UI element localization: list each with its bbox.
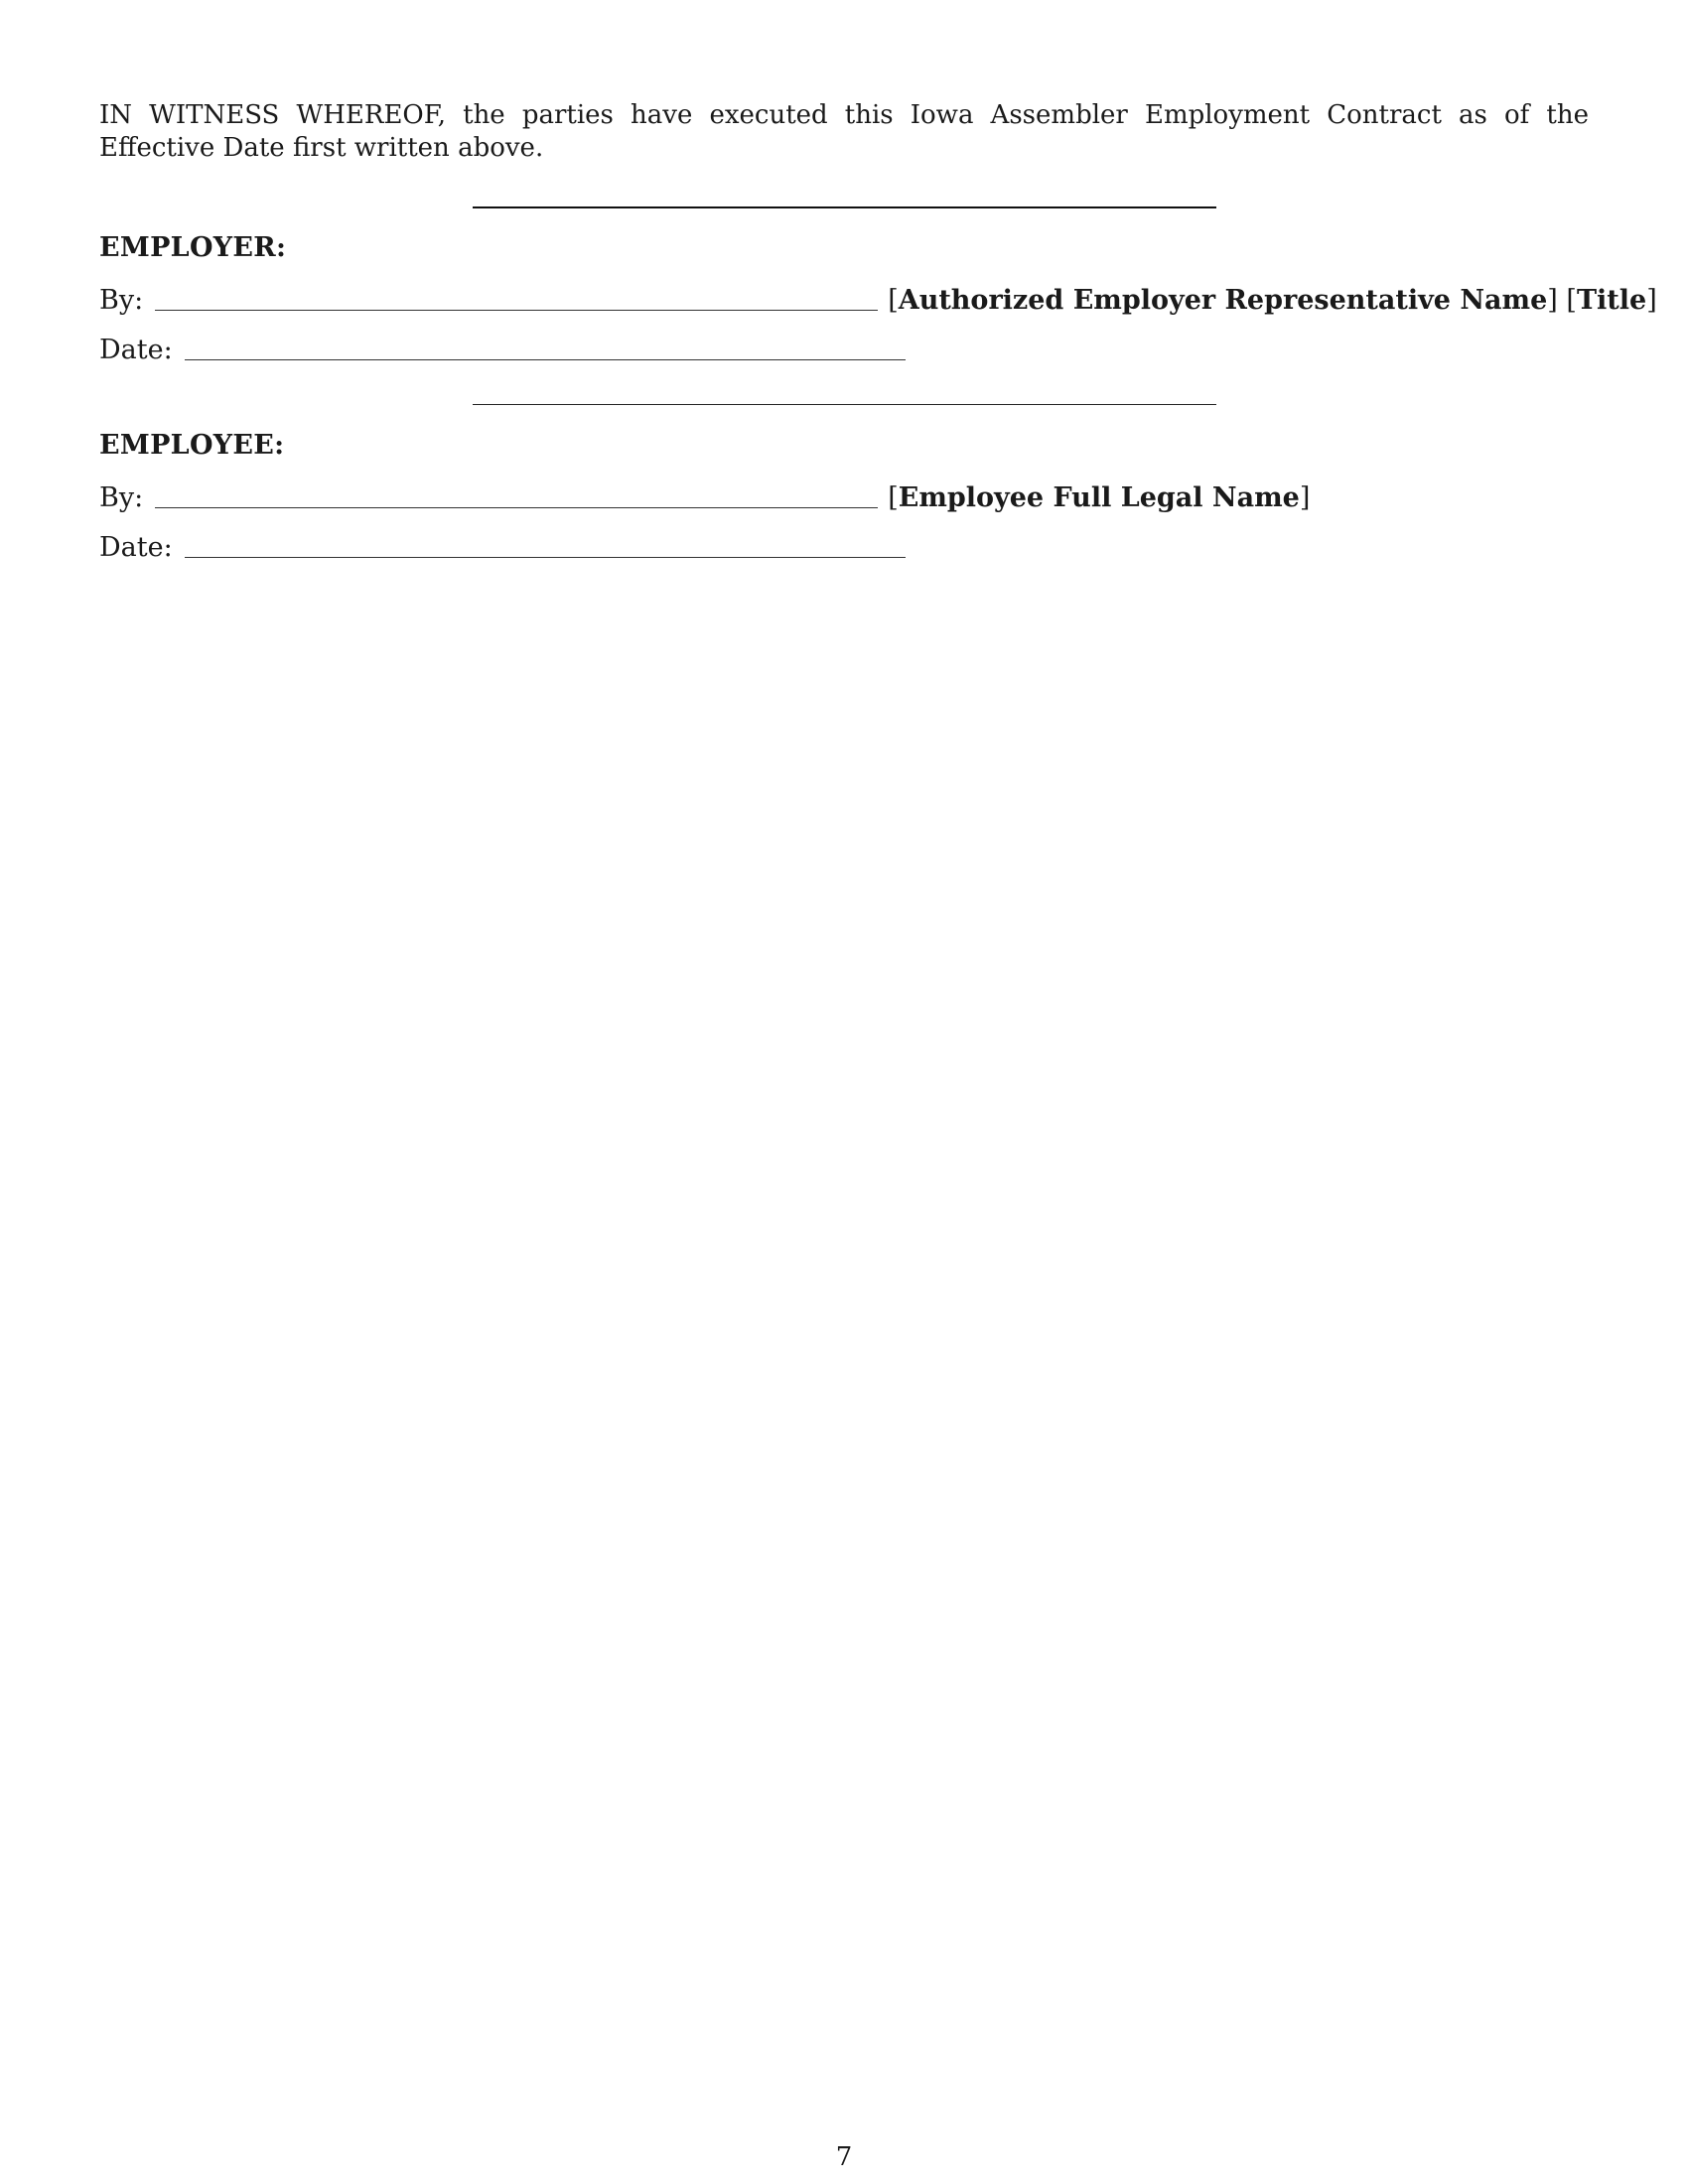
employee-signature-line[interactable] — [155, 507, 878, 508]
employee-name-block: [Employee Full Legal Name] — [888, 482, 1311, 513]
employee-date-row — [99, 527, 915, 563]
employer-date-label: Date: — [99, 335, 173, 365]
employer-heading: EMPLOYER: — [99, 232, 287, 263]
employer-signature-row — [99, 280, 1657, 316]
page-number: 7 — [835, 2142, 853, 2172]
witness-paragraph: IN WITNESS WHEREOF, the parties have executed this Iowa Assembler Employment Contract as of the Effective Date first written above. — [99, 100, 1589, 163]
employer-by-label: By: — [99, 285, 144, 316]
employer-separator-rule — [473, 206, 1216, 208]
employee-name-placeholder: Employee Full Legal Name — [898, 482, 1300, 513]
employee-separator-rule — [473, 404, 1216, 405]
employer-date-line[interactable] — [185, 359, 906, 360]
employer-title-placeholder: Title — [1576, 285, 1647, 316]
employee-heading: EMPLOYEE: — [99, 430, 285, 461]
employee-date-label: Date: — [99, 532, 173, 563]
employer-name-placeholder: Authorized Employer Representative Name — [898, 285, 1548, 316]
employee-by-label: By: — [99, 482, 144, 513]
employer-name-block: [Authorized Employer Representative Name] [Title] — [888, 285, 1657, 316]
employee-date-line[interactable] — [185, 557, 906, 558]
employer-signature-line[interactable] — [155, 310, 878, 311]
employee-signature-row — [99, 478, 1310, 513]
employer-date-row — [99, 330, 915, 365]
